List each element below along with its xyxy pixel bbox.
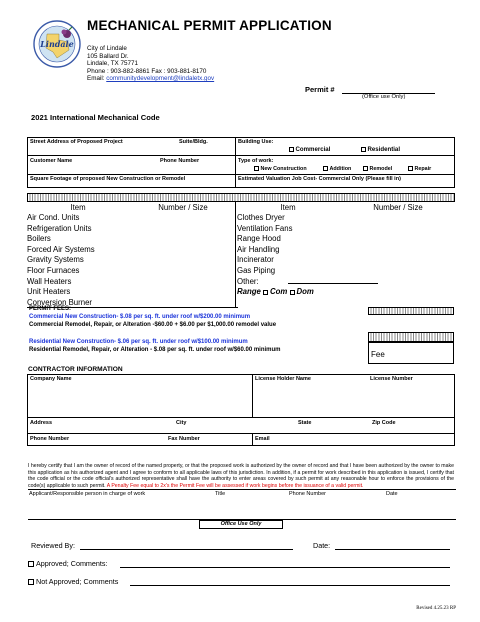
hatched-block xyxy=(368,307,454,315)
customer-name-label: Customer Name xyxy=(30,158,73,164)
review-date-line[interactable] xyxy=(335,549,450,550)
items-right-list xyxy=(237,213,314,298)
checkbox-icon[interactable] xyxy=(28,561,34,567)
fee-label: Fee xyxy=(371,350,385,359)
permit-fees-title: PERMIT FEES: xyxy=(29,306,72,312)
penalty-notice: A Penalty Fee equal to 2x's the Permit Fee will be assessed if work begins before the issuance of a valid permit. xyxy=(106,482,364,489)
suite-label: Suite/Bldg. xyxy=(179,139,208,145)
city-label: City xyxy=(176,420,187,426)
building-use-label: Building Use: xyxy=(238,139,274,145)
review-date-label: Date: xyxy=(313,541,331,550)
permit-office-note: (Office use Only) xyxy=(362,94,406,100)
checkbox-icon[interactable] xyxy=(254,166,259,171)
divider xyxy=(252,374,253,417)
item-gravity: Gravity Systems xyxy=(27,255,84,265)
email-link[interactable]: communitydevelopment@lindaletx.gov xyxy=(106,75,215,83)
city-street: 105 Ballard Dr. xyxy=(87,52,129,60)
other-input-line[interactable] xyxy=(288,283,378,284)
item-other: Other: xyxy=(237,276,259,286)
items-col-item-right: Item xyxy=(280,203,296,212)
divider xyxy=(27,155,455,156)
reviewed-by-line[interactable] xyxy=(80,549,293,550)
state-label: State xyxy=(298,420,312,426)
repair-option[interactable]: Repair xyxy=(408,166,431,172)
hatched-separator xyxy=(27,193,455,202)
checkbox-icon[interactable] xyxy=(323,166,328,171)
city-state-zip: Lindale, TX 75771 xyxy=(87,60,138,68)
item-air-cond: Air Cond. Units xyxy=(27,213,80,222)
fee-residential-remodel: Residential Remodel, Repair, or Alteration - $.08 per sq. ft. under roof w/$60.00 minimum xyxy=(29,347,281,353)
checkbox-icon[interactable] xyxy=(361,147,366,152)
square-footage-label: Square Footage of proposed New Construction or Remodel xyxy=(30,176,186,182)
hatched-block xyxy=(368,332,454,342)
divider xyxy=(27,433,455,434)
valuation-label: Estimated Valuation Job Cost- Commercial Only (Please fill in) xyxy=(238,176,401,182)
item-clothes-dryer: Clothes Dryer xyxy=(237,213,285,222)
checkbox-icon[interactable] xyxy=(263,290,268,295)
fee-commercial-remodel: Commercial Remodel, Repair, or Alteration -$60.00 + $6.00 per $1,000.00 remodel value xyxy=(29,322,277,328)
item-floor-furnaces: Floor Furnaces xyxy=(27,265,80,275)
item-ventilation-fans: Ventilation Fans xyxy=(237,223,293,233)
email-label: Email: xyxy=(87,75,105,83)
not-approved-comments-line[interactable] xyxy=(130,585,450,586)
commercial-option[interactable]: Commercial xyxy=(289,146,330,153)
residential-option[interactable]: Residential xyxy=(361,146,400,153)
code-title: 2021 International Mechanical Code xyxy=(31,113,160,122)
office-use-label: Office Use Only xyxy=(220,521,262,527)
checkbox-icon[interactable] xyxy=(290,290,295,295)
not-approved-row[interactable]: Not Approved; Comments xyxy=(28,577,118,586)
divider xyxy=(27,417,455,418)
phone-caption: Phone Number xyxy=(289,491,326,497)
item-boilers: Boilers xyxy=(27,234,51,244)
divider xyxy=(235,202,236,308)
approved-row[interactable]: Approved; Comments: xyxy=(28,559,108,568)
applicant-caption: Applicant/Responsible person in charge of work xyxy=(29,491,146,497)
certification-body: I hereby certify that I am the owner of record of the named property, or that the proposed work is authorized by the owner of record and that I have been authorized by the owner to make this application as his authorized agent and I agree to conform to all applicable laws of this jurisdiction. In addition, if a permit for work described in this application is issued, I certify that the code official or the code official's authorized representative shall have the authority to enter areas covered by such permit at any reasonable hour to enforce the provisions of the code(s) applicable to such permit. xyxy=(28,463,454,489)
item-refrigeration: Refrigeration Units xyxy=(27,223,92,233)
items-col-number-right: Number / Size xyxy=(373,203,423,212)
items-left-list xyxy=(27,213,95,308)
item-range-hood: Range Hood xyxy=(237,234,281,244)
revised-note: Revised 4.25.23 RP xyxy=(416,606,456,611)
city-phone-fax: Phone : 903-882-8861 Fax : 903-881-8170 xyxy=(87,67,207,75)
new-construction-option[interactable]: New Construction xyxy=(254,166,307,172)
contractor-email-label: Email xyxy=(255,436,270,442)
certification-text xyxy=(28,463,454,489)
contractor-title: CONTRACTOR INFORMATION xyxy=(28,366,123,373)
type-of-work-label: Type of work: xyxy=(238,158,274,164)
address-label: Address xyxy=(30,420,53,426)
remodel-option[interactable]: Remodel xyxy=(363,166,392,172)
signature-line[interactable] xyxy=(28,489,456,490)
city-name: City of Lindale xyxy=(87,45,127,52)
checkbox-icon[interactable] xyxy=(28,579,34,585)
seal-text: Lindale xyxy=(40,39,74,49)
license-holder-label: License Holder Name xyxy=(255,376,311,382)
item-air-handling: Air Handling xyxy=(237,244,280,254)
city-seal-logo xyxy=(33,20,81,68)
item-range: Range Com Dom xyxy=(237,287,314,297)
divider xyxy=(27,174,455,175)
contractor-phone-label: Phone Number xyxy=(30,436,70,442)
reviewed-by-label: Reviewed By: xyxy=(31,541,75,550)
approved-comments-line[interactable] xyxy=(120,567,450,568)
checkbox-icon[interactable] xyxy=(289,147,294,152)
items-col-number-left: Number / Size xyxy=(158,203,208,212)
city-address-block xyxy=(87,45,214,83)
divider xyxy=(252,433,253,446)
street-address-label: Street Address of Proposed Project xyxy=(30,139,123,145)
date-caption: Date xyxy=(386,491,398,497)
item-gas-piping: Gas Piping xyxy=(237,265,276,275)
item-conversion-burner: Conversion Burner xyxy=(27,297,93,307)
item-unit-heaters: Unit Heaters xyxy=(27,287,71,297)
checkbox-icon[interactable] xyxy=(363,166,368,171)
zip-label: Zip Code xyxy=(372,420,396,426)
license-number-label: License Number xyxy=(370,376,413,382)
checkbox-icon[interactable] xyxy=(408,166,413,171)
item-incinerator: Incinerator xyxy=(237,255,274,265)
permit-number-label: Permit # xyxy=(305,85,335,94)
form-title: MECHANICAL PERMIT APPLICATION xyxy=(87,18,332,33)
city-email-row xyxy=(87,75,214,83)
contractor-box xyxy=(27,374,455,446)
item-forced-air: Forced Air Systems xyxy=(27,244,95,254)
fee-residential-new: Residential New Construction- $.06 per sq. ft. under roof w/$100.00 minimum xyxy=(29,339,248,345)
addition-option[interactable]: Addition xyxy=(323,166,351,172)
contractor-fax-label: Fax Number xyxy=(168,436,200,442)
fee-commercial-new: Commercial New Construction- $.08 per sq. ft. under roof w/$200.00 minimum xyxy=(29,314,251,320)
divider xyxy=(235,137,236,188)
customer-phone-label: Phone Number xyxy=(160,158,200,164)
item-wall-heaters: Wall Heaters xyxy=(27,276,72,286)
items-col-item-left: Item xyxy=(70,203,86,212)
company-name-label: Company Name xyxy=(30,376,72,382)
title-caption: Title xyxy=(215,491,226,497)
